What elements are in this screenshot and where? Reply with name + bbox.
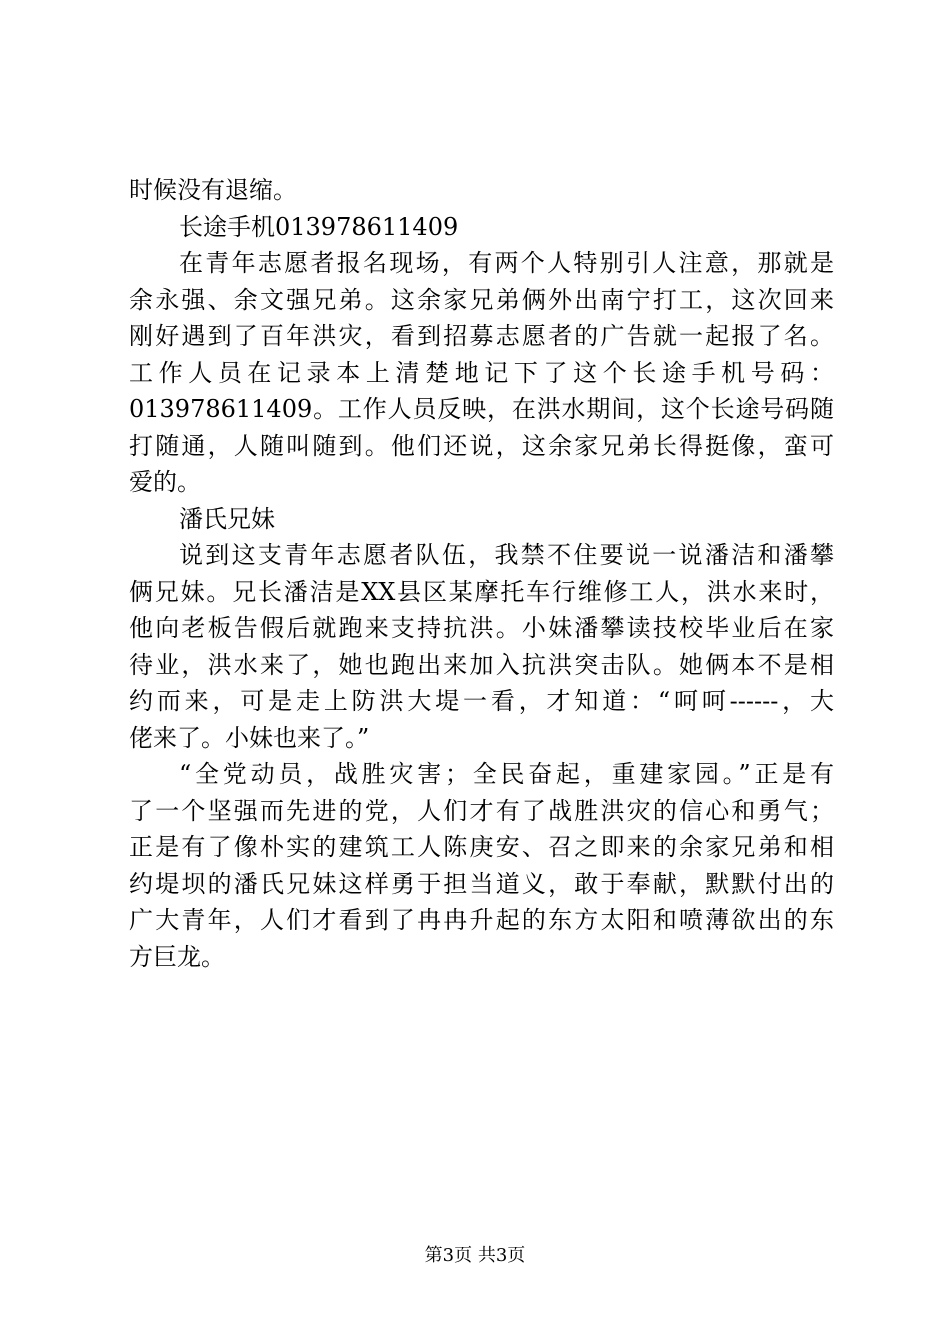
text-line: 他向老板告假后就跑来支持抗洪。小妹潘攀读技校毕业后在家 [129,614,834,642]
section-heading: 长途手机013978611409 [179,212,459,241]
text-line: 方巨龙。 [129,942,225,971]
text-line: “全党动员，战胜灾害；全民奋起，重建家园。”正是有 [179,760,834,788]
text-line: 广大青年，人们才看到了冉冉升起的东方太阳和喷薄欲出的东 [129,906,834,934]
text-line: 约而来，可是走上防洪大堤一看，才知道：“呵呵------，大 [129,687,834,715]
text-line: 时候没有退缩。 [129,176,297,204]
text-line: 打随通，人随叫随到。他们还说，这余家兄弟长得挺像，蛮可 [129,431,834,460]
text-line: 013978611409。工作人员反映，在洪水期间，这个长途号码随 [129,395,834,423]
page-number-footer: 第3页 共3页 [424,1245,526,1266]
text-line: 说到这支青年志愿者队伍，我禁不住要说一说潘洁和潘攀 [179,541,834,569]
text-line: 在青年志愿者报名现场，有两个人特别引人注意，那就是 [179,249,834,277]
section-heading: 潘氏兄妹 [179,504,275,533]
text-line: 佬来了。小妹也来了。” [129,723,370,752]
text-line: 余永强、余文强兄弟。这余家兄弟俩外出南宁打工，这次回来 [129,285,834,314]
text-line: 了一个坚强而先进的党，人们才有了战胜洪灾的信心和勇气； [129,796,834,825]
document-body [129,172,834,975]
text-line: 俩兄妹。兄长潘洁是XX县区某摩托车行维修工人，洪水来时， [129,577,834,606]
text-line: 约堤坝的潘氏兄妹这样勇于担当道义，敢于奉献，默默付出的 [129,869,834,898]
text-line: 刚好遇到了百年洪灾，看到招募志愿者的广告就一起报了名。 [129,322,834,350]
text-line: 待业，洪水来了，她也跑出来加入抗洪突击队。她俩本不是相 [129,650,834,679]
text-line: 正是有了像朴实的建筑工人陈庚安、召之即来的余家兄弟和相 [129,833,834,861]
text-line: 工作人员在记录本上清楚地记下了这个长途手机号码： [129,358,834,387]
text-line: 爱的。 [129,468,201,496]
